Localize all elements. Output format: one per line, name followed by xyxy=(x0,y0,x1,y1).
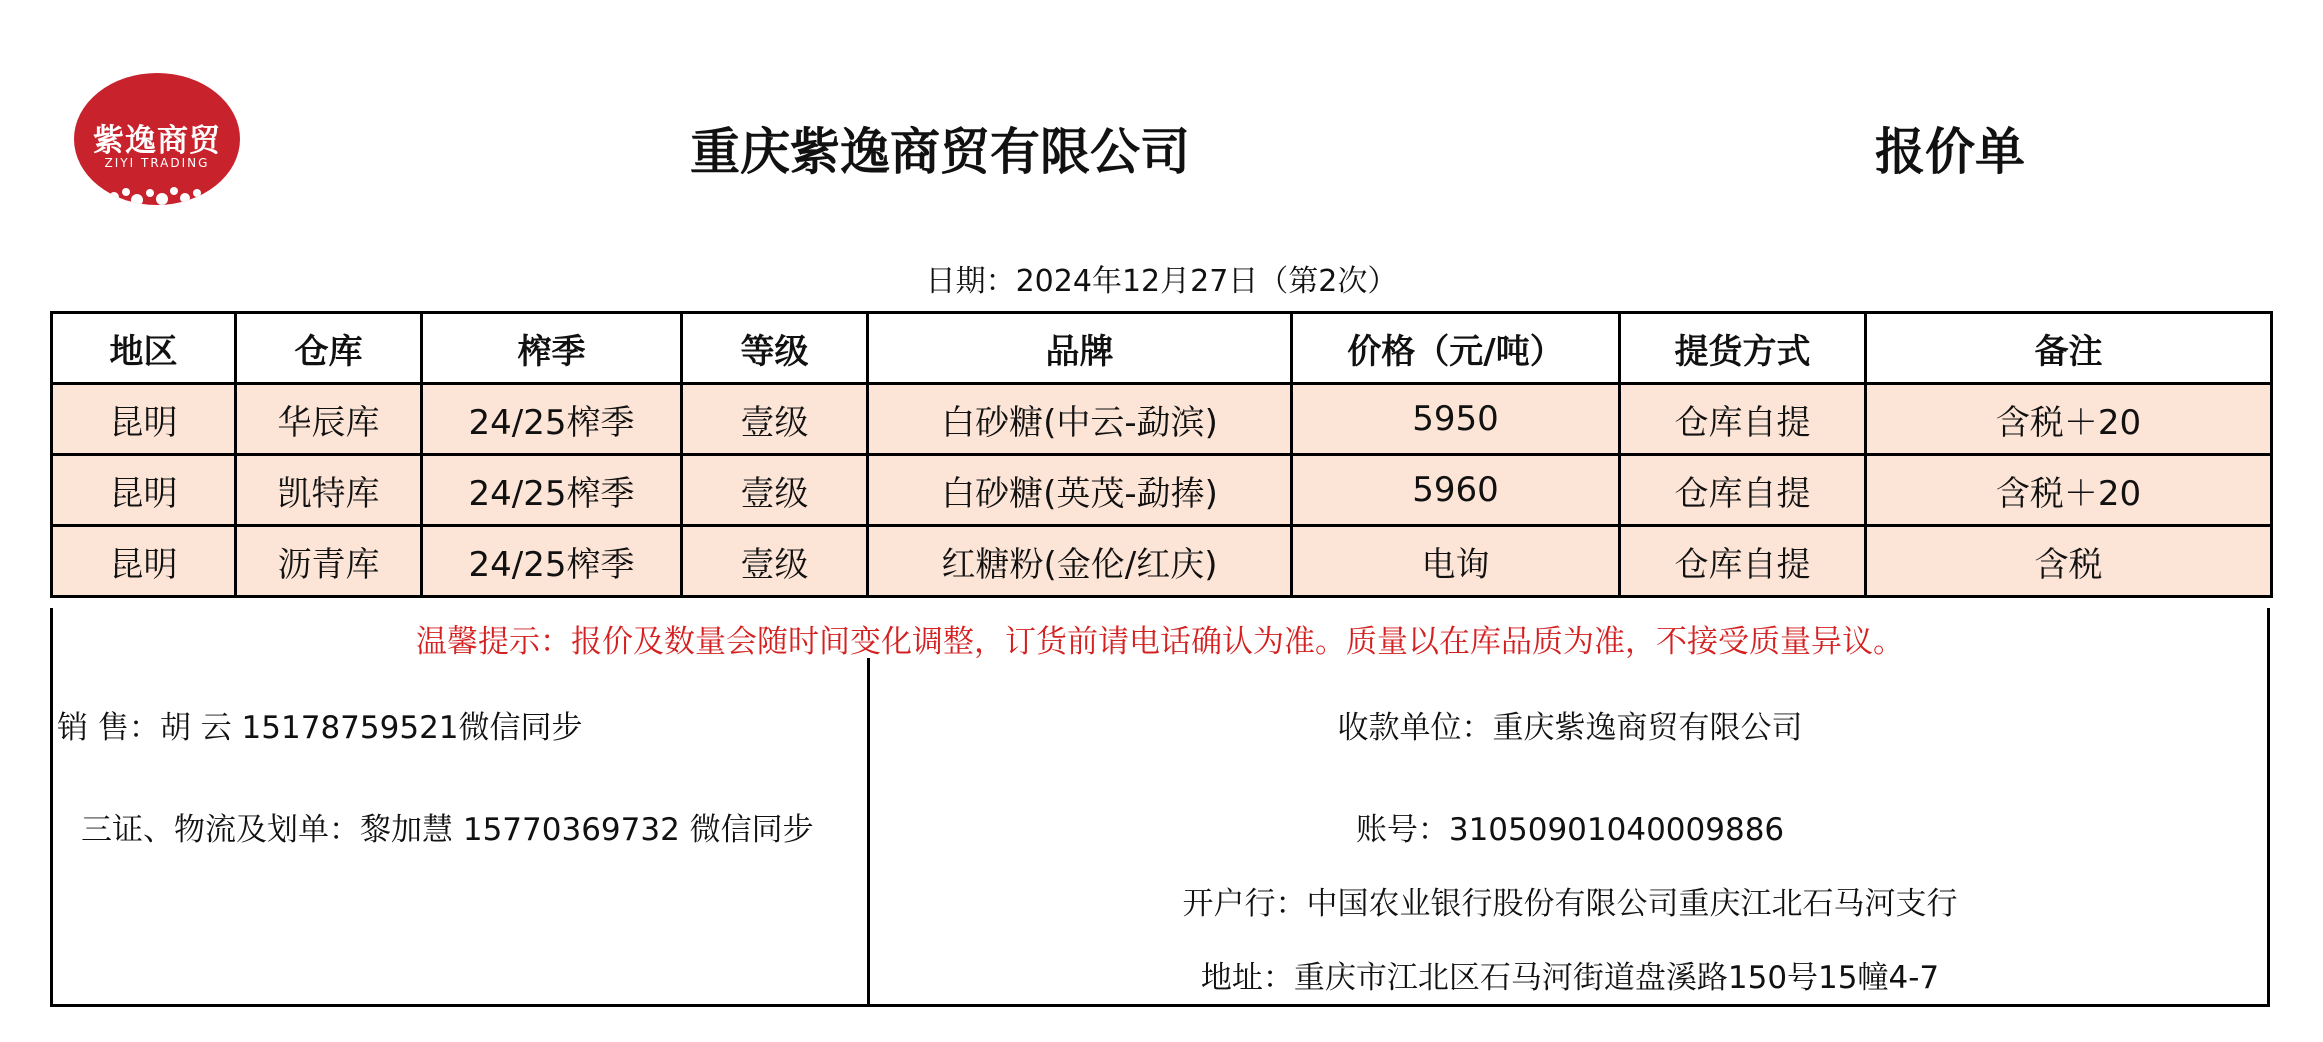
table-row xyxy=(52,526,2272,597)
cell-region: 昆明 xyxy=(52,526,236,597)
table-row xyxy=(52,455,2272,526)
cell-pickup: 仓库自提 xyxy=(1620,384,1866,455)
cell-warehouse: 华辰库 xyxy=(236,384,422,455)
col-header-price: 价格（元/吨） xyxy=(1292,313,1620,384)
cell-price: 5950 xyxy=(1292,384,1620,455)
cell-pickup: 仓库自提 xyxy=(1620,455,1866,526)
cell-warehouse: 沥青库 xyxy=(236,526,422,597)
account-number: 账号：31050901040009886 xyxy=(1355,812,1785,848)
logo-dots-decoration xyxy=(74,73,240,205)
table-header-row xyxy=(52,313,2272,384)
cell-brand: 红糖粉(金伦/红庆) xyxy=(868,526,1292,597)
col-header-region: 地区 xyxy=(52,313,236,384)
col-header-season: 榨季 xyxy=(422,313,682,384)
cell-pickup: 仓库自提 xyxy=(1620,526,1866,597)
col-header-brand: 品牌 xyxy=(868,313,1292,384)
cell-grade: 壹级 xyxy=(682,455,868,526)
cell-season: 24/25榨季 xyxy=(422,455,682,526)
cell-grade: 壹级 xyxy=(682,526,868,597)
cell-grade: 壹级 xyxy=(682,384,868,455)
contact-payment-box xyxy=(50,608,2270,1007)
cell-season: 24/25榨季 xyxy=(422,526,682,597)
cell-remarks: 含税＋20 xyxy=(1866,455,2272,526)
warning-notice: 温馨提示：报价及数量会随时间变化调整，订货前请电话确认为准。质量以在库品质为准，不接受质量异议。 xyxy=(416,624,1904,660)
address: 地址：重庆市江北区石马河街道盘溪路150号15幢4-7 xyxy=(1200,960,1940,996)
cell-brand: 白砂糖(英茂-勐捧) xyxy=(868,455,1292,526)
bank-name: 开户行：中国农业银行股份有限公司重庆江北石马河支行 xyxy=(1182,886,1958,922)
cell-region: 昆明 xyxy=(52,455,236,526)
company-logo xyxy=(74,73,240,205)
col-header-pickup: 提货方式 xyxy=(1620,313,1866,384)
col-header-grade: 等级 xyxy=(682,313,868,384)
cell-brand: 白砂糖(中云-勐滨) xyxy=(868,384,1292,455)
cell-remarks: 含税＋20 xyxy=(1866,384,2272,455)
payee: 收款单位：重庆紫逸商贸有限公司 xyxy=(1337,710,1803,746)
date-line: 日期：2024年12月27日（第2次） xyxy=(925,264,1398,299)
document-title: 报价单 xyxy=(1875,123,2025,181)
logo-chinese-text: 紫逸商贸 xyxy=(93,123,221,159)
company-title: 重庆紫逸商贸有限公司 xyxy=(690,123,1190,181)
sales-contact: 销 售：胡 云 15178759521微信同步 xyxy=(57,710,583,746)
logo-english-text: ZIYI TRADING xyxy=(104,156,210,170)
table-row xyxy=(52,384,2272,455)
cell-region: 昆明 xyxy=(52,384,236,455)
cell-warehouse: 凯特库 xyxy=(236,455,422,526)
cell-price: 5960 xyxy=(1292,455,1620,526)
col-header-remarks: 备注 xyxy=(1866,313,2272,384)
cell-season: 24/25榨季 xyxy=(422,384,682,455)
logistics-contact: 三证、物流及划单：黎加慧 15770369732 微信同步 xyxy=(81,812,814,848)
quote-table xyxy=(50,311,2273,598)
col-header-warehouse: 仓库 xyxy=(236,313,422,384)
cell-remarks: 含税 xyxy=(1866,526,2272,597)
cell-price: 电询 xyxy=(1292,526,1620,597)
